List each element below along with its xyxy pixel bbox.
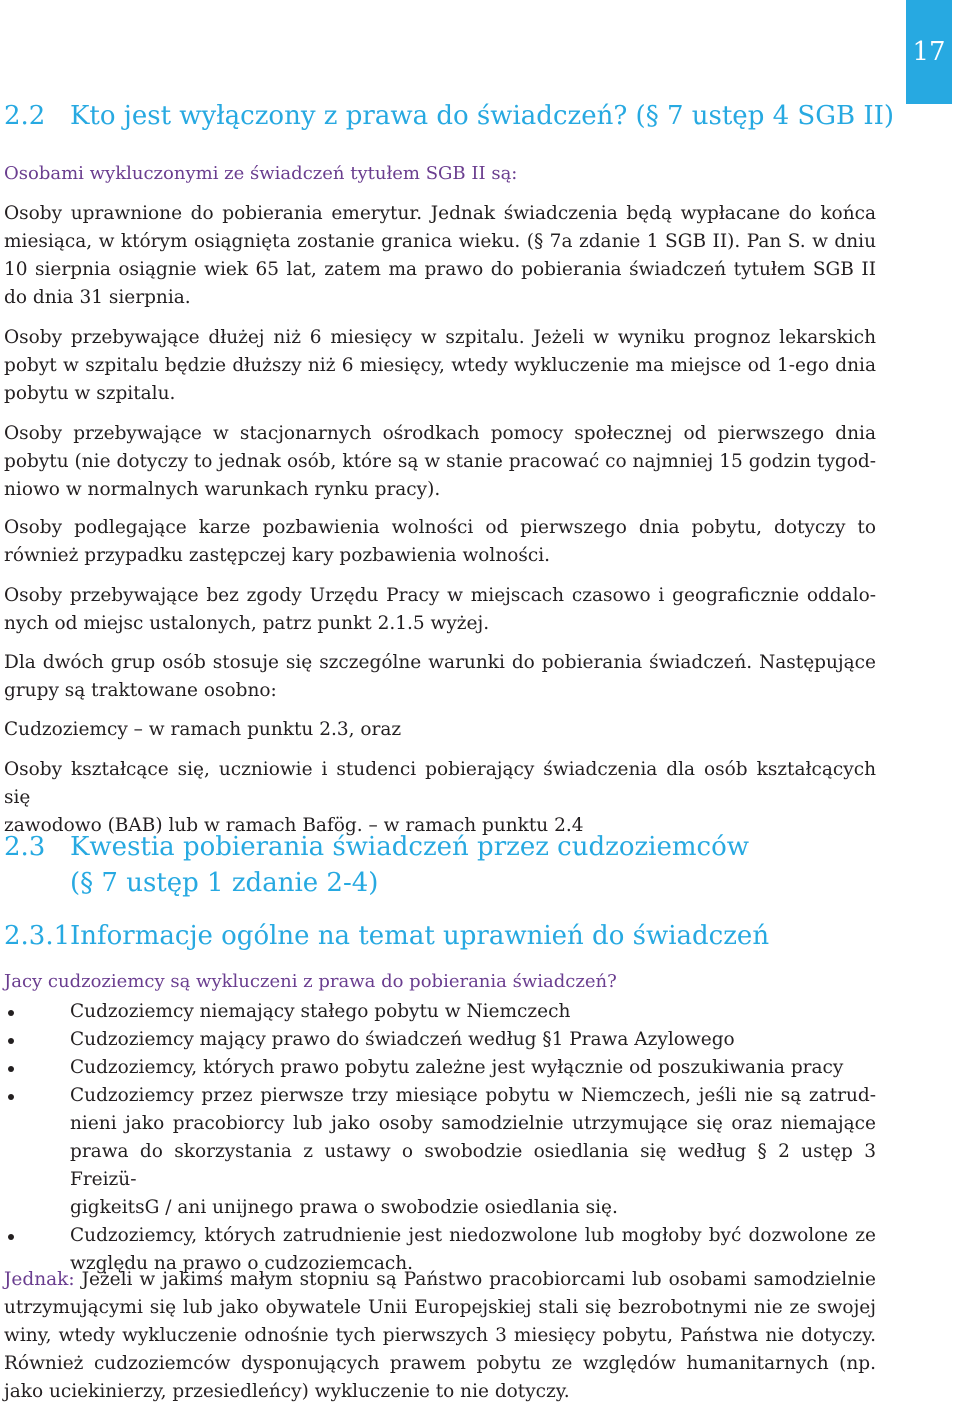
note-text: Jeżeli w jakimś małym stopniu są Państwo pracobiorcami lub osobami samodzielnie — [74, 1269, 876, 1290]
heading-title: Informacje ogólne na temat uprawnień do świadczeń — [70, 921, 770, 951]
bullet-icon — [8, 1038, 14, 1044]
text-line: Cudzoziemcy niemający stałego pobytu w Niemczech — [70, 1001, 571, 1022]
paragraph-pension — [4, 200, 876, 312]
bullet-icon — [8, 1066, 14, 1072]
heading-2-3 — [4, 829, 749, 901]
text-line: Również cudzoziemców dysponujących prawem pobytu ze względów humanitarnych (np. — [4, 1353, 876, 1374]
paragraph-absence — [4, 582, 876, 638]
paragraph-foreigners-ref — [4, 716, 876, 744]
text-line: pobytu w szpitalu. — [4, 383, 176, 404]
page-number-tab — [906, 0, 952, 104]
text-line: Osoby przebywające w stacjonarnych ośrodkach pomocy społecznej od pierwszego dnia — [4, 423, 876, 444]
text-line: pobytu (nie dotyczy to jednak osób, które są w stanie pracować co najmniej 15 godzin tygod- — [4, 451, 876, 472]
heading-title-continued: (§ 7 ustęp 1 zdanie 2-4) — [70, 868, 379, 898]
text-line: winy, wtedy wykluczenie odnośnie tych pierwszych 3 miesięcy pobytu, Państwa nie dotyczy. — [4, 1325, 876, 1346]
note-label: Jednak: — [4, 1269, 75, 1290]
text-line: miesiąca, w którym osiągnięta zostanie granica wieku. (§ 7a zdanie 1 SGB II). Pan S. w dniu — [4, 231, 876, 252]
paragraph-students-ref — [4, 756, 876, 840]
heading-number: 2.2 — [4, 101, 46, 131]
text-line: niowo w normalnych warunkach rynku pracy). — [4, 479, 441, 500]
text-line: Cudzoziemcy mający prawo do świadczeń według §1 Prawa Azylowego — [70, 1029, 735, 1050]
text-line: 10 sierpnia osiągnie wiek 65 lat, zatem ma prawo do pobierania świadczeń tytułem SGB II — [4, 259, 876, 280]
list-item — [4, 1026, 876, 1054]
paragraph-social-care — [4, 420, 876, 504]
lead-excluded-foreigners: Jacy cudzoziemcy są wykluczeni z prawa do pobierania świadczeń? — [4, 971, 617, 992]
text-line: względu na prawo o cudzoziemcach. — [70, 1253, 414, 1274]
heading-title: Kto jest wyłączony z prawa do świadczeń? (§ 7 ustęp 4 SGB II) — [70, 101, 895, 131]
text-line: nych od miejsc ustalonych, patrz punkt 2.1.5 wyżej. — [4, 613, 490, 634]
text-line: Osoby kształcące się, uczniowie i studenci pobierający świadczenia dla osób kształcących się — [4, 759, 876, 808]
text-line: Cudzoziemcy, których zatrudnienie jest niedozwolone lub mogłoby być dozwolone ze — [70, 1225, 876, 1246]
text-line: Osoby przebywające bez zgody Urzędu Pracy w miejscach czasowo i geograficznie oddalo- — [4, 585, 876, 606]
heading-title: Kwestia pobierania świadczeń przez cudzoziemców — [70, 832, 749, 862]
text-line: utrzymującymi się lub jako obywatele Unii Europejskiej stali się bezrobotnymi nie ze swojej — [4, 1297, 876, 1318]
text-line: Osoby podlegające karze pozbawienia wolności od pierwszego dnia pobytu, dotyczy to — [4, 517, 876, 538]
list-item — [4, 998, 876, 1026]
paragraph-prison — [4, 514, 876, 570]
text-line: do dnia 31 sierpnia. — [4, 287, 191, 308]
paragraph-two-groups — [4, 649, 876, 705]
text-line: Osoby uprawnione do pobierania emerytur. Jednak świadczenia będą wypłacane do końca — [4, 203, 876, 224]
text-line: Dla dwóch grup osób stosuje się szczególne warunki do pobierania świadczeń. Następujące — [4, 652, 876, 673]
bullet-icon — [8, 1094, 14, 1100]
bullet-icon — [8, 1010, 14, 1016]
list-item — [4, 1082, 876, 1222]
heading-number: 2.3 — [4, 832, 46, 862]
text-line: Cudzoziemcy przez pierwsze trzy miesiące pobytu w Niemczech, jeśli nie są zatrud- — [70, 1085, 876, 1106]
text-line: grupy są traktowane osobno: — [4, 680, 277, 701]
text-line: prawa do skorzystania z ustawy o swobodzie osiedlania się według § 2 ustęp 3 Freizü- — [70, 1141, 876, 1190]
text-line: zawodowo (BAB) lub w ramach Bafög. – w ramach punktu 2.4 — [4, 815, 584, 836]
text-line: Cudzoziemcy, których prawo pobytu zależne jest wyłącznie od poszukiwania pracy — [70, 1057, 844, 1078]
text-line: jako uciekinierzy, przesiedleńcy) wykluczenie to nie dotyczy. — [4, 1381, 570, 1402]
lead-excluded-persons: Osobami wykluczonymi ze świadczeń tytułem SGB II są: — [4, 163, 518, 184]
paragraph-hospital — [4, 324, 876, 408]
text-line: Cudzoziemcy – w ramach punktu 2.3, oraz — [4, 719, 402, 740]
heading-2-2 — [4, 98, 894, 134]
text-line: Osoby przebywające dłużej niż 6 miesięcy w szpitalu. Jeżeli w wyniku prognoz lekarskich — [4, 327, 876, 348]
bullet-icon — [8, 1234, 14, 1240]
heading-number: 2.3.1 — [4, 921, 71, 951]
text-line — [4, 1266, 876, 1294]
page-number: 17 — [912, 37, 946, 67]
list-item — [4, 1054, 876, 1082]
excluded-foreigners-list — [4, 998, 876, 1278]
text-line: również przypadku zastępczej kary pozbawienia wolności. — [4, 545, 551, 566]
paragraph-exception-note — [4, 1266, 876, 1406]
heading-2-3-1 — [4, 918, 769, 954]
text-line: gigkeitsG / ani unijnego prawa o swobodzie osiedlania się. — [70, 1197, 618, 1218]
text-line: nieni jako pracobiorcy lub jako osoby samodzielnie utrzymujące się oraz niemające — [70, 1113, 876, 1134]
text-line: pobyt w szpitalu będzie dłuższy niż 6 miesięcy, wtedy wykluczenie ma miejsce od 1-ego dnia — [4, 355, 876, 376]
